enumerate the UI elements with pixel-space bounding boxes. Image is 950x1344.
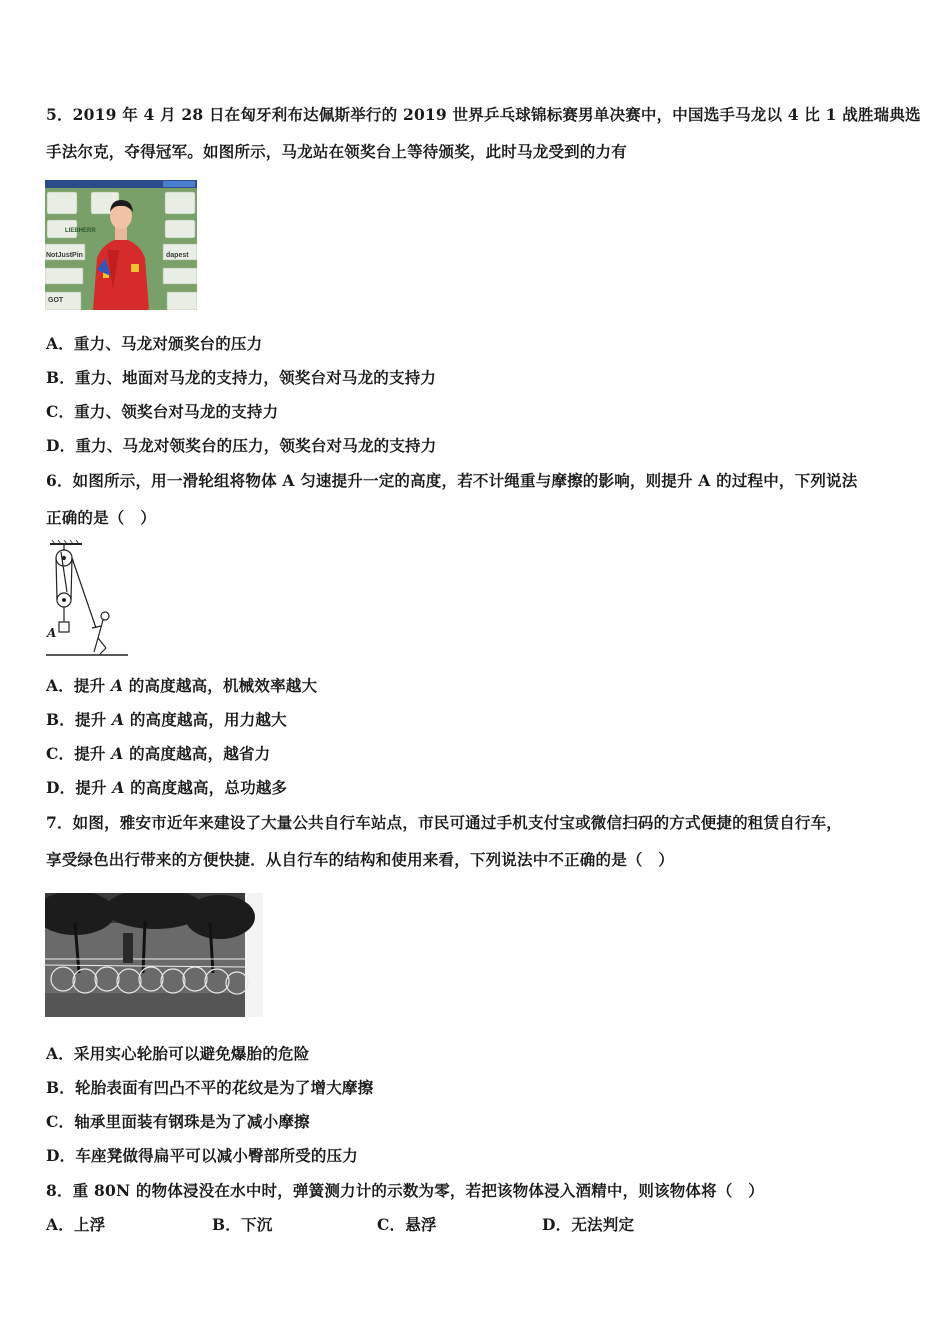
q7-stem-line1: 7．如图，雅安市近年来建设了大量公共自行车站点，市民可通过手机支付宝或微信扫码的方式便捷的租赁自行车，: [46, 813, 842, 832]
banner-text: GOT: [48, 297, 64, 304]
q8-option-d: D．无法判定: [542, 1215, 635, 1234]
q7-stem-line2: 享受绿色出行带来的方便快捷．从自行车的结构和使用来看，下列说法中不正确的是（ ）: [46, 850, 675, 869]
q8-option-c: C．悬浮: [377, 1215, 437, 1234]
pulley-system-diagram: [44, 540, 134, 660]
banner-text: NotJustPin: [46, 252, 83, 259]
q5-option-b: B．重力、地面对马龙的支持力，领奖台对马龙的支持力: [46, 368, 437, 387]
q6-option-a: A．提升 A 的高度越高，机械效率越大: [46, 676, 318, 695]
figure-label-a: A: [47, 626, 57, 640]
banner-text: dapest: [166, 252, 189, 259]
q6-stem-line2: 正确的是（ ）: [46, 508, 156, 527]
q5-option-d: D．重力、马龙对领奖台的压力，领奖台对马龙的支持力: [46, 436, 437, 455]
q8-option-b: B．下沉: [212, 1215, 273, 1234]
q7-option-c: C．轴承里面装有钢珠是为了减小摩擦: [46, 1112, 310, 1131]
q5-stem-line1: 5．2019 年 4 月 28 日在匈牙利布达佩斯举行的 2019 世界乒乓球锦标赛男单决赛中，中国选手马龙以 4 比 1 战胜瑞典选: [46, 105, 921, 124]
q5-stem-line2: 手法尔克，夺得冠军。如图所示，马龙站在领奖台上等待颁奖，此时马龙受到的力有: [46, 142, 627, 161]
q8-stem: 8．重 80N 的物体浸没在水中时，弹簧测力计的示数为零，若把该物体浸入酒精中，则该物体将（ ）: [46, 1181, 764, 1200]
q6-option-c: C．提升 A 的高度越高，越省力: [46, 744, 271, 763]
ma-long-podium-photo: [45, 180, 197, 310]
q6-option-d: D．提升 A 的高度越高，总功越多: [46, 778, 288, 797]
bicycle-station-photo: [45, 893, 263, 1017]
q6-option-b: B．提升 A 的高度越高，用力越大: [46, 710, 287, 729]
q7-option-d: D．车座凳做得扁平可以减小臀部所受的压力: [46, 1146, 358, 1165]
q8-option-a: A．上浮: [46, 1215, 106, 1234]
q5-option-c: C．重力、领奖台对马龙的支持力: [46, 402, 279, 421]
q7-option-a: A．采用实心轮胎可以避免爆胎的危险: [46, 1044, 310, 1063]
banner-text: LIEBHERR: [65, 228, 96, 234]
q6-stem-line1: 6．如图所示，用一滑轮组将物体 A 匀速提升一定的高度，若不计绳重与摩擦的影响，则提升 A 的过程中，下列说法: [46, 471, 858, 490]
q5-option-a: A．重力、马龙对颁奖台的压力: [46, 334, 263, 353]
q7-option-b: B．轮胎表面有凹凸不平的花纹是为了增大摩擦: [46, 1078, 374, 1097]
